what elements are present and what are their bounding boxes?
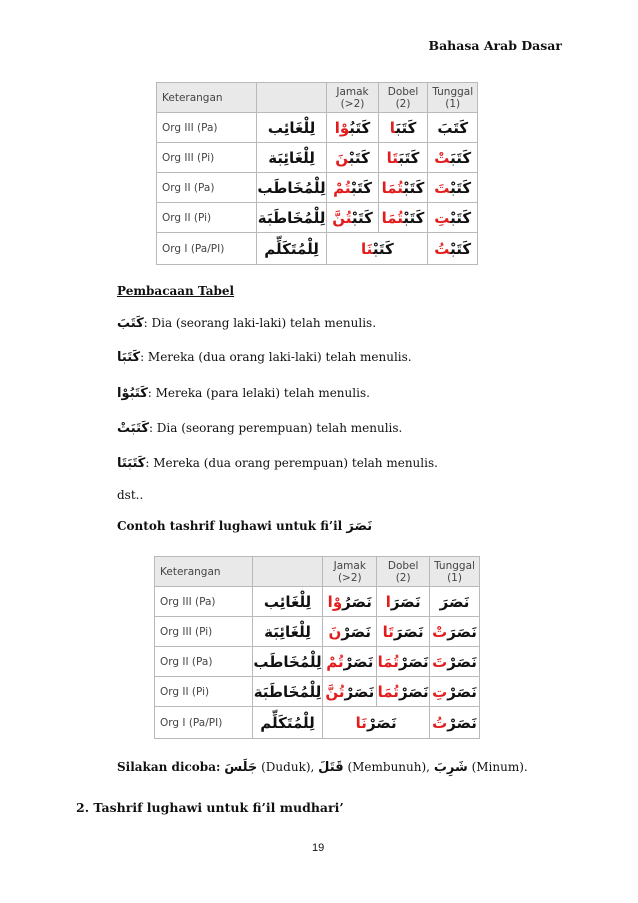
tunggal-cell: كَتَب bbox=[428, 113, 478, 143]
table-row bbox=[155, 617, 480, 647]
dobel-cell: نَصَرَتَا bbox=[377, 617, 430, 647]
table-header-row bbox=[155, 557, 480, 587]
table-row bbox=[157, 173, 478, 203]
conjugation-table-kataba bbox=[156, 82, 478, 265]
table-row bbox=[155, 647, 480, 677]
dobel-cell: كَتَبَتَا bbox=[378, 143, 428, 173]
row-label: Org III (Pa) bbox=[157, 113, 257, 143]
header-dobel: Dobel (2) bbox=[377, 557, 430, 587]
jamak-cell: كَتَبْتُمْ bbox=[327, 173, 378, 203]
pronoun-cell: لِلْمُخَاطَب bbox=[252, 647, 323, 677]
pronoun-cell: لِلْغَائِبَة bbox=[256, 143, 327, 173]
header-pronoun bbox=[252, 557, 323, 587]
tunggal-cell: نَصَرْتِ bbox=[430, 677, 480, 707]
pronoun-cell: لِلْمُتَكَلِّم bbox=[256, 233, 327, 265]
header-dobel: Dobel (2) bbox=[378, 83, 428, 113]
dobel-cell: نَصَرَا bbox=[377, 587, 430, 617]
pronoun-cell: لِلْمُخَاطَب bbox=[256, 173, 327, 203]
reading-line: كَتَبَ: Dia (seorang laki-laki) telah menulis. bbox=[117, 316, 377, 331]
pronoun-cell: لِلْغَائِبَة bbox=[252, 617, 323, 647]
table-row bbox=[157, 203, 478, 233]
dobel-cell: نَصَرْتُمَا bbox=[377, 677, 430, 707]
pronoun-cell: لِلْغَائِب bbox=[256, 113, 327, 143]
section-title-pembacaan: Pembacaan Tabel bbox=[117, 284, 235, 298]
header-pronoun bbox=[256, 83, 327, 113]
table-row bbox=[155, 587, 480, 617]
row-label: Org III (Pa) bbox=[155, 587, 253, 617]
header-keterangan: Keterangan bbox=[155, 557, 253, 587]
reading-line: كَتَبُوْا: Mereka (para lelaki) telah menulis. bbox=[117, 386, 370, 401]
tunggal-cell: كَتَبْتَ bbox=[428, 173, 478, 203]
row-label: Org II (Pi) bbox=[155, 677, 253, 707]
pronoun-cell: لِلْمُخَاطَبَة bbox=[252, 677, 323, 707]
table-header-row bbox=[157, 83, 478, 113]
jamak-cell: نَصَرْتُمْ bbox=[323, 647, 377, 677]
tunggal-cell: نَصَر bbox=[430, 587, 480, 617]
dobel-cell: كَتَبْتُمَا bbox=[378, 173, 428, 203]
contoh-heading: Contoh tashrif lughawi untuk fi’il نَصَرَ bbox=[117, 519, 373, 534]
tunggal-cell: كَتَبْتِ bbox=[428, 203, 478, 233]
row-label: Org I (Pa/PI) bbox=[157, 233, 257, 265]
header-jamak: Jamak (>2) bbox=[323, 557, 377, 587]
reading-line: كَتَبَتَا: Mereka (dua orang perempuan) telah menulis. bbox=[117, 456, 438, 471]
row-label: Org I (Pa/PI) bbox=[155, 707, 253, 739]
table-row bbox=[155, 677, 480, 707]
jamak-cell: كَتَبُوْا bbox=[327, 113, 378, 143]
header-tunggal: Tunggal (1) bbox=[428, 83, 478, 113]
table-row bbox=[157, 113, 478, 143]
row-label: Org II (Pa) bbox=[155, 647, 253, 677]
page-number: 19 bbox=[312, 842, 325, 854]
reading-line: كَتَبَا: Mereka (dua orang laki-laki) telah menulis. bbox=[117, 350, 412, 365]
conjugation-table-nashara bbox=[154, 556, 480, 739]
dobel-cell: كَتَبَا bbox=[378, 113, 428, 143]
tunggal-cell: نَصَرْتَ bbox=[430, 647, 480, 677]
tunggal-cell: نَصَرَتْ bbox=[430, 617, 480, 647]
jamak-cell: كَتَبْتُنَّ bbox=[327, 203, 378, 233]
jamak-cell: كَتَبْنَ bbox=[327, 143, 378, 173]
header-keterangan: Keterangan bbox=[157, 83, 257, 113]
dst-text: dst.. bbox=[117, 488, 144, 502]
jamak-dobel-cell: نَصَرْنَا bbox=[323, 707, 430, 739]
section-heading-mudhari: 2. Tashrif lughawi untuk fi’il mudhari’ bbox=[76, 800, 344, 815]
tunggal-cell: كَتَبْتُ bbox=[428, 233, 478, 265]
jamak-cell: نَصَرْنَ bbox=[323, 617, 377, 647]
row-label: Org II (Pi) bbox=[157, 203, 257, 233]
table-row bbox=[157, 233, 478, 265]
row-label: Org III (Pi) bbox=[157, 143, 257, 173]
row-label: Org III (Pi) bbox=[155, 617, 253, 647]
pronoun-cell: لِلْمُخَاطَبَة bbox=[256, 203, 327, 233]
header-tunggal: Tunggal (1) bbox=[430, 557, 480, 587]
row-label: Org II (Pa) bbox=[157, 173, 257, 203]
header-jamak: Jamak (>2) bbox=[327, 83, 378, 113]
pronoun-cell: لِلْغَائِب bbox=[252, 587, 323, 617]
running-header: Bahasa Arab Dasar bbox=[428, 38, 562, 53]
dobel-cell: نَصَرْتُمَا bbox=[377, 647, 430, 677]
table-row bbox=[157, 143, 478, 173]
exercise-line: Silakan dicoba: جَلَسَ (Duduk), قَتَلَ (Membunuh), شَرِبَ (Minum). bbox=[117, 760, 528, 775]
jamak-dobel-cell: كَتَبْنَا bbox=[327, 233, 428, 265]
tunggal-cell: نَصَرْتُ bbox=[430, 707, 480, 739]
jamak-cell: نَصَرْتُنَّ bbox=[323, 677, 377, 707]
tunggal-cell: كَتَبَتْ bbox=[428, 143, 478, 173]
table-row bbox=[155, 707, 480, 739]
pronoun-cell: لِلْمُتَكَلِّم bbox=[252, 707, 323, 739]
dobel-cell: كَتَبْتُمَا bbox=[378, 203, 428, 233]
jamak-cell: نَصَرُوْا bbox=[323, 587, 377, 617]
reading-line: كَتَبَتْ: Dia (seorang perempuan) telah menulis. bbox=[117, 421, 403, 436]
